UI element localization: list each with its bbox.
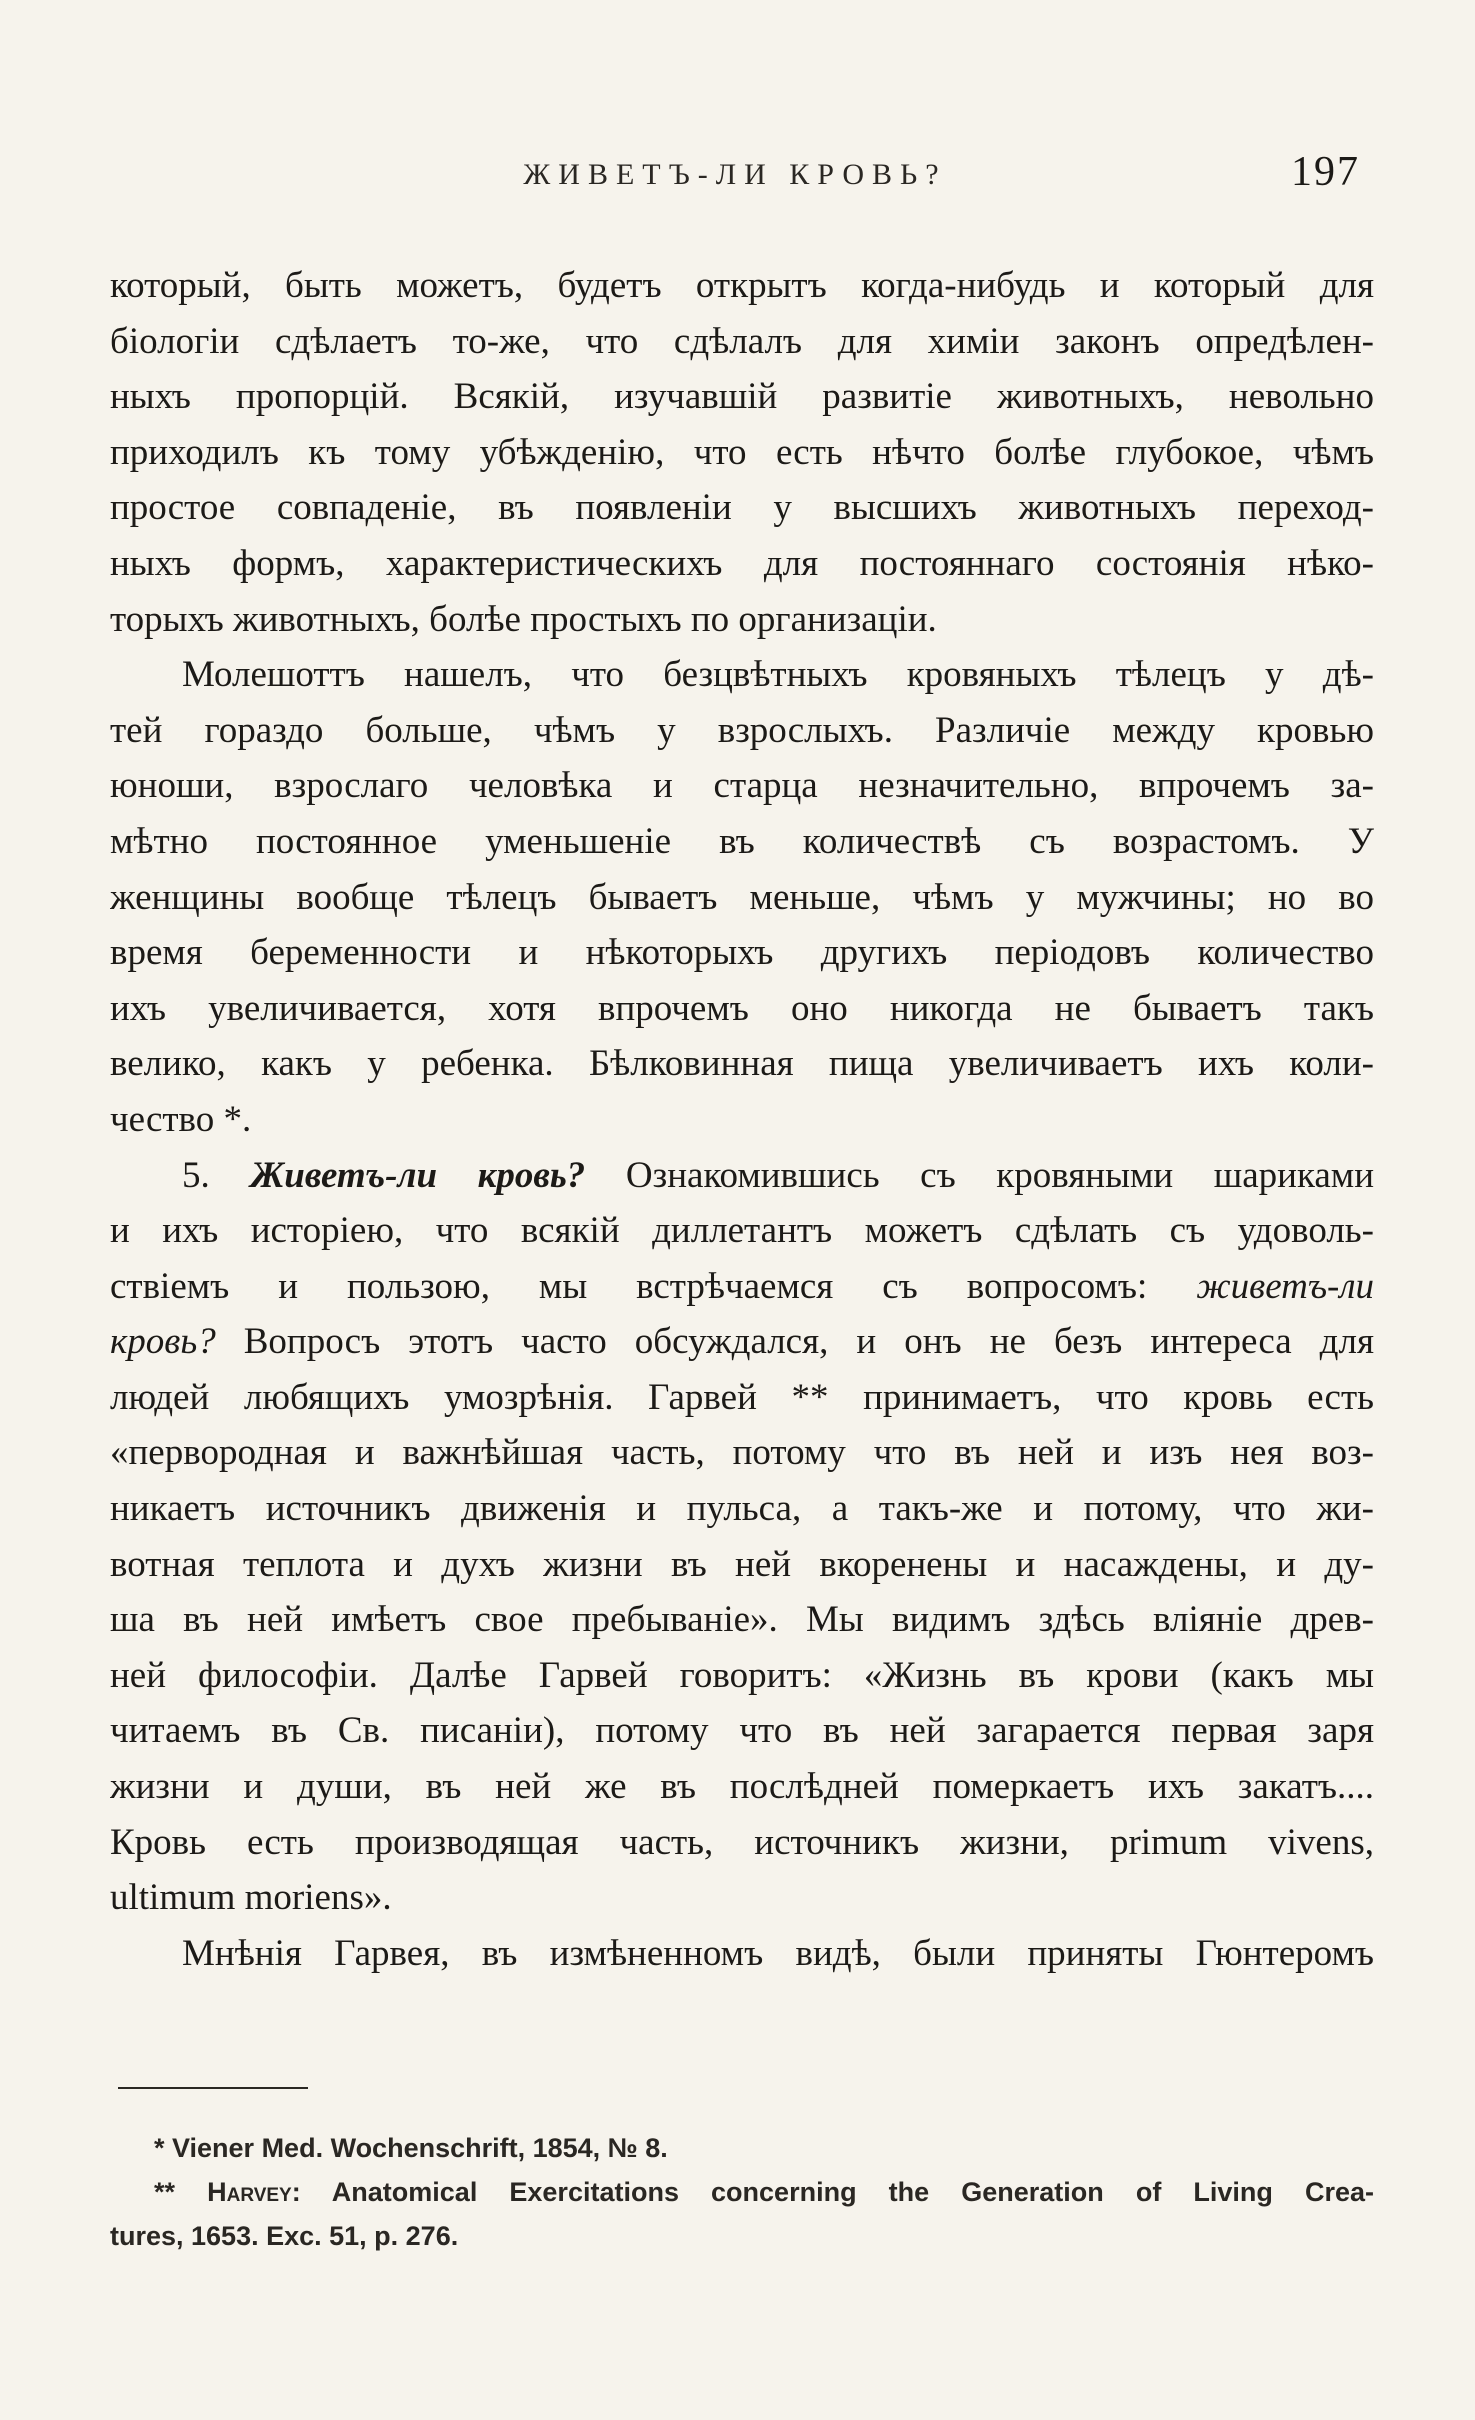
text-line: Кровь есть производящая часть, источникъ жизни, primum vivens,	[110, 1821, 1374, 1863]
footnote-marker: **	[154, 2177, 176, 2207]
text-line: который, быть можетъ, будетъ открытъ когда-нибудь и который для	[110, 265, 1374, 306]
text-span: Ознакомившись съ кровяными шариками	[625, 1154, 1374, 1196]
text-line: торыхъ животныхъ, болѣе простыхъ по организаціи.	[110, 598, 937, 640]
text-line: женщины вообще тѣлецъ бываетъ меньше, чѣмъ у мужчины; но во	[110, 876, 1374, 918]
text-line: мѣтно постоянное уменьшеніе въ количествѣ съ возрастомъ. У	[110, 820, 1374, 862]
section-heading-line	[110, 1148, 1374, 1204]
text-line	[110, 1259, 1374, 1315]
footnotes	[110, 2126, 1374, 2258]
footnote-rule	[118, 2087, 308, 2089]
body-text	[110, 258, 1374, 1981]
text-line: приходилъ къ тому убѣжденію, что есть нѣчто болѣе глубокое, чѣмъ	[110, 431, 1374, 473]
running-title: ЖИВЕТЪ-ЛИ КРОВЬ?	[523, 158, 947, 191]
footnote-2-line-1	[110, 2170, 1374, 2214]
text-line: юноши, взрослаго человѣка и старца незначительно, впрочемъ за-	[110, 765, 1374, 807]
text-line: тей гораздо больше, чѣмъ у взрослыхъ. Различіе между кровью	[110, 709, 1374, 751]
text-line: ней философіи. Далѣе Гарвей говоритъ: «Жизнь въ крови (какъ мы	[110, 1654, 1374, 1696]
text-line: ultimum moriens».	[110, 1877, 392, 1919]
text-line: ихъ увеличивается, хотя впрочемъ оно никогда не бываетъ такъ	[110, 987, 1374, 1029]
text-line: біологіи сдѣлаетъ то-же, что сдѣлалъ для химіи законъ опредѣлен-	[110, 320, 1374, 362]
text-line: и ихъ исторіею, что всякій диллетантъ можетъ сдѣлать съ удоволь-	[110, 1210, 1374, 1252]
footnote-text: Anatomical Exercitations concerning the Generation of Living Crea-	[331, 2177, 1374, 2207]
footnote-2-line-2: tures, 1653. Exc. 51, p. 276.	[110, 2221, 459, 2251]
footnote-author: Harvey:	[207, 2177, 301, 2207]
text-span: Вопросъ этотъ часто обсуждался, и онъ не безъ интереса для	[243, 1321, 1374, 1363]
italic-span: кровь?	[110, 1321, 216, 1363]
text-line: чество *.	[110, 1098, 252, 1140]
text-span: ствіемъ и пользою, мы встрѣчаемся съ вопросомъ:	[110, 1265, 1148, 1307]
text-line: время беременности и нѣкоторыхъ другихъ періодовъ количество	[110, 932, 1374, 974]
text-line: вотная теплота и духъ жизни въ ней вкоренены и насаждены, и ду-	[110, 1543, 1374, 1585]
text-line: никаетъ источникъ движенія и пульса, а такъ-же и потому, что жи-	[110, 1488, 1374, 1530]
text-line: ныхъ пропорцій. Всякій, изучавшій развитіе животныхъ, невольно	[110, 376, 1374, 418]
section-title: Живетъ-ли кровь?	[250, 1154, 586, 1196]
text-line: Молешоттъ нашелъ, что безцвѣтныхъ кровяныхъ тѣлецъ у дѣ-	[182, 654, 1374, 696]
section-number: 5.	[182, 1154, 210, 1196]
text-line: «первородная и важнѣйшая часть, потому что въ ней и изъ нея воз-	[110, 1432, 1374, 1474]
text-line: ныхъ формъ, характеристическихъ для постояннаго состоянія нѣко-	[110, 542, 1374, 584]
text-line: простое совпаденіе, въ появленіи у высшихъ животныхъ переход-	[110, 487, 1374, 529]
text-line: велико, какъ у ребенка. Бѣлковинная пища увеличиваетъ ихъ коли-	[110, 1043, 1374, 1085]
text-line: ша въ ней имѣетъ свое пребываніе». Мы видимъ здѣсь вліяніе древ-	[110, 1599, 1374, 1641]
text-line: читаемъ въ Св. писаніи), потому что въ ней загарается первая заря	[110, 1710, 1374, 1752]
italic-span: живетъ-ли	[1196, 1265, 1374, 1307]
text-line: Мнѣнія Гарвея, въ измѣненномъ видѣ, были приняты Гюнтеромъ	[182, 1932, 1374, 1974]
running-head	[110, 148, 1360, 208]
footnote-1: * Viener Med. Wochenschrift, 1854, № 8.	[154, 2133, 668, 2163]
page-number: 197	[1291, 149, 1360, 195]
text-line: жизни и души, въ ней же въ послѣдней померкаетъ ихъ закатъ....	[110, 1766, 1374, 1808]
text-line: людей любящихъ умозрѣнія. Гарвей ** принимаетъ, что кровь есть	[110, 1376, 1374, 1418]
text-line	[110, 1314, 1374, 1370]
